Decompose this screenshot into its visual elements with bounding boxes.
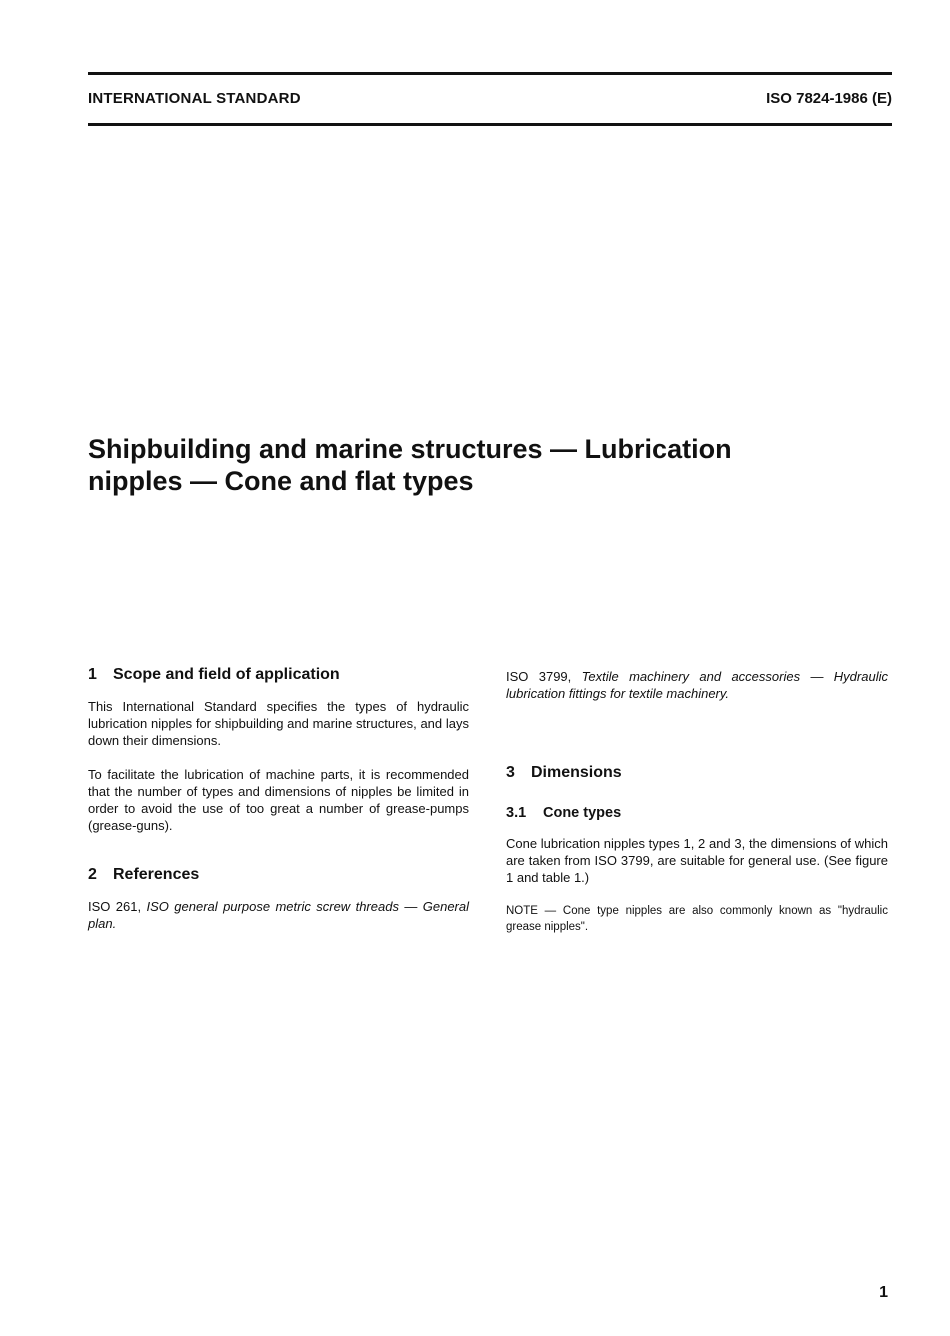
cone-types-paragraph: Cone lubrication nipples types 1, 2 and 3, the dimensions of which are taken from ISO 3799, are suitable for general use. (See figure 1 and table 1.): [506, 836, 888, 885]
reference-title: ISO general purpose metric screw threads — General plan.: [88, 899, 470, 931]
standard-number: ISO 7824-1986 (E): [766, 90, 892, 107]
section-heading-scope: [88, 664, 469, 686]
scope-paragraph-2: To facilitate the lubrication of machine parts, it is recommended that the number of types and dimensions of nipples be limited in order to avoid the use of too great a number of grease-pumps (grease-guns).: [88, 767, 469, 833]
reference-code: ISO 261,: [88, 899, 142, 914]
subsection-number: 3.1: [506, 805, 527, 821]
title-line-1: Shipbuilding and marine structures — Lubrication: [88, 434, 732, 464]
section-title: Scope and field of application: [113, 666, 340, 683]
page-number: 1: [879, 1284, 888, 1301]
section-heading-references: [88, 864, 469, 886]
section-title: Dimensions: [531, 764, 622, 781]
reference-iso-261: [88, 898, 469, 932]
reference-code: ISO 3799,: [506, 669, 572, 684]
header-top-rule: [88, 72, 892, 75]
left-column: [88, 664, 469, 932]
reference-iso-3799: [506, 668, 888, 702]
header-bottom-rule: [88, 123, 892, 126]
section-heading-dimensions: [506, 762, 888, 784]
reference-title: Textile machinery and accessories — Hydraulic lubrication fittings for textile machinery.: [506, 669, 888, 701]
right-column: [506, 664, 888, 935]
cone-types-note: NOTE — Cone type nipples are also commonly known as "hydraulic grease nipples".: [506, 905, 888, 933]
title-line-2: nipples — Cone and flat types: [88, 466, 474, 496]
section-number: 3: [506, 764, 515, 781]
scope-paragraph-1: This International Standard specifies the types of hydraulic lubrication nipples for shipbuilding and marine structures, and lays down their dimensions.: [88, 699, 469, 748]
document-type-label: INTERNATIONAL STANDARD: [88, 90, 301, 107]
subsection-title: Cone types: [543, 805, 622, 821]
document-title: [88, 433, 848, 497]
section-number: 1: [88, 666, 97, 683]
section-number: 2: [88, 866, 97, 883]
subsection-heading-cone-types: [506, 803, 888, 823]
section-title: References: [113, 866, 200, 883]
